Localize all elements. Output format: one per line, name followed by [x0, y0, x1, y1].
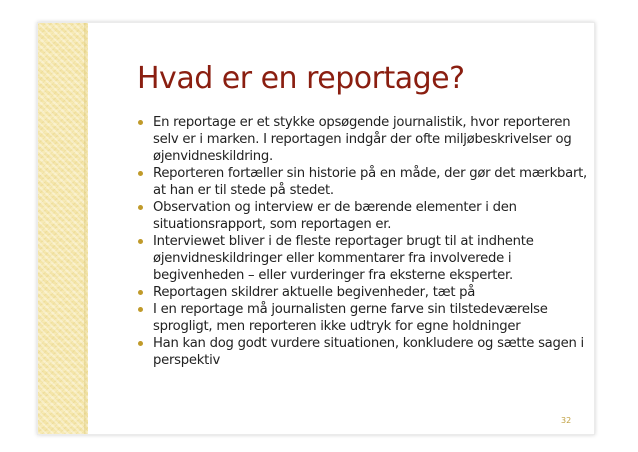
bullet-item [135, 233, 595, 284]
bullet-text: En reportage er et stykke opsøgende journalistik, hvor reporteren selv er i marken. I reportagen indgår der ofte miljøbeskrivelser og øjenvidneskildring. [153, 115, 572, 164]
slide [37, 22, 595, 435]
bullet-text: Interviewet bliver i de fleste reportager brugt til at indhente øjenvidneskildringer eller kommentarer fra involverede i begivenheden – eller vurderinger fra eksterne eksperter. [153, 234, 534, 283]
decorative-side-band [38, 23, 88, 434]
bullet-item [135, 165, 595, 199]
bullet-item [135, 301, 595, 335]
bullet-text: I en reportage må journalisten gerne farve sin tilstedeværelse sprogligt, men reporteren ikke udtryk for egne holdninger [153, 302, 548, 334]
slide-title: Hvad er en reportage? [137, 61, 465, 96]
bullet-dot-icon [138, 290, 143, 295]
bullet-text: Han kan dog godt vurdere situationen, konkludere og sætte sagen i perspektiv [153, 336, 584, 368]
bullet-text: Reporteren fortæller sin historie på en måde, der gør det mærkbart, at han er til stede på stedet. [153, 166, 587, 198]
bullet-dot-icon [138, 205, 143, 210]
bullet-text: Reportagen skildrer aktuelle begivenheder, tæt på [153, 285, 476, 300]
bullet-item [135, 199, 595, 233]
bullet-item [135, 284, 595, 301]
bullet-dot-icon [138, 341, 143, 346]
bullet-dot-icon [138, 307, 143, 312]
bullet-text: Observation og interview er de bærende elementer i den situationsrapport, som reportagen er. [153, 200, 517, 232]
bullet-item [135, 335, 595, 369]
bullet-dot-icon [138, 239, 143, 244]
bullet-dot-icon [138, 171, 143, 176]
page-number: 32 [561, 416, 572, 425]
bullet-dot-icon [138, 120, 143, 125]
bullet-list [135, 114, 595, 369]
bullet-item [135, 114, 595, 165]
